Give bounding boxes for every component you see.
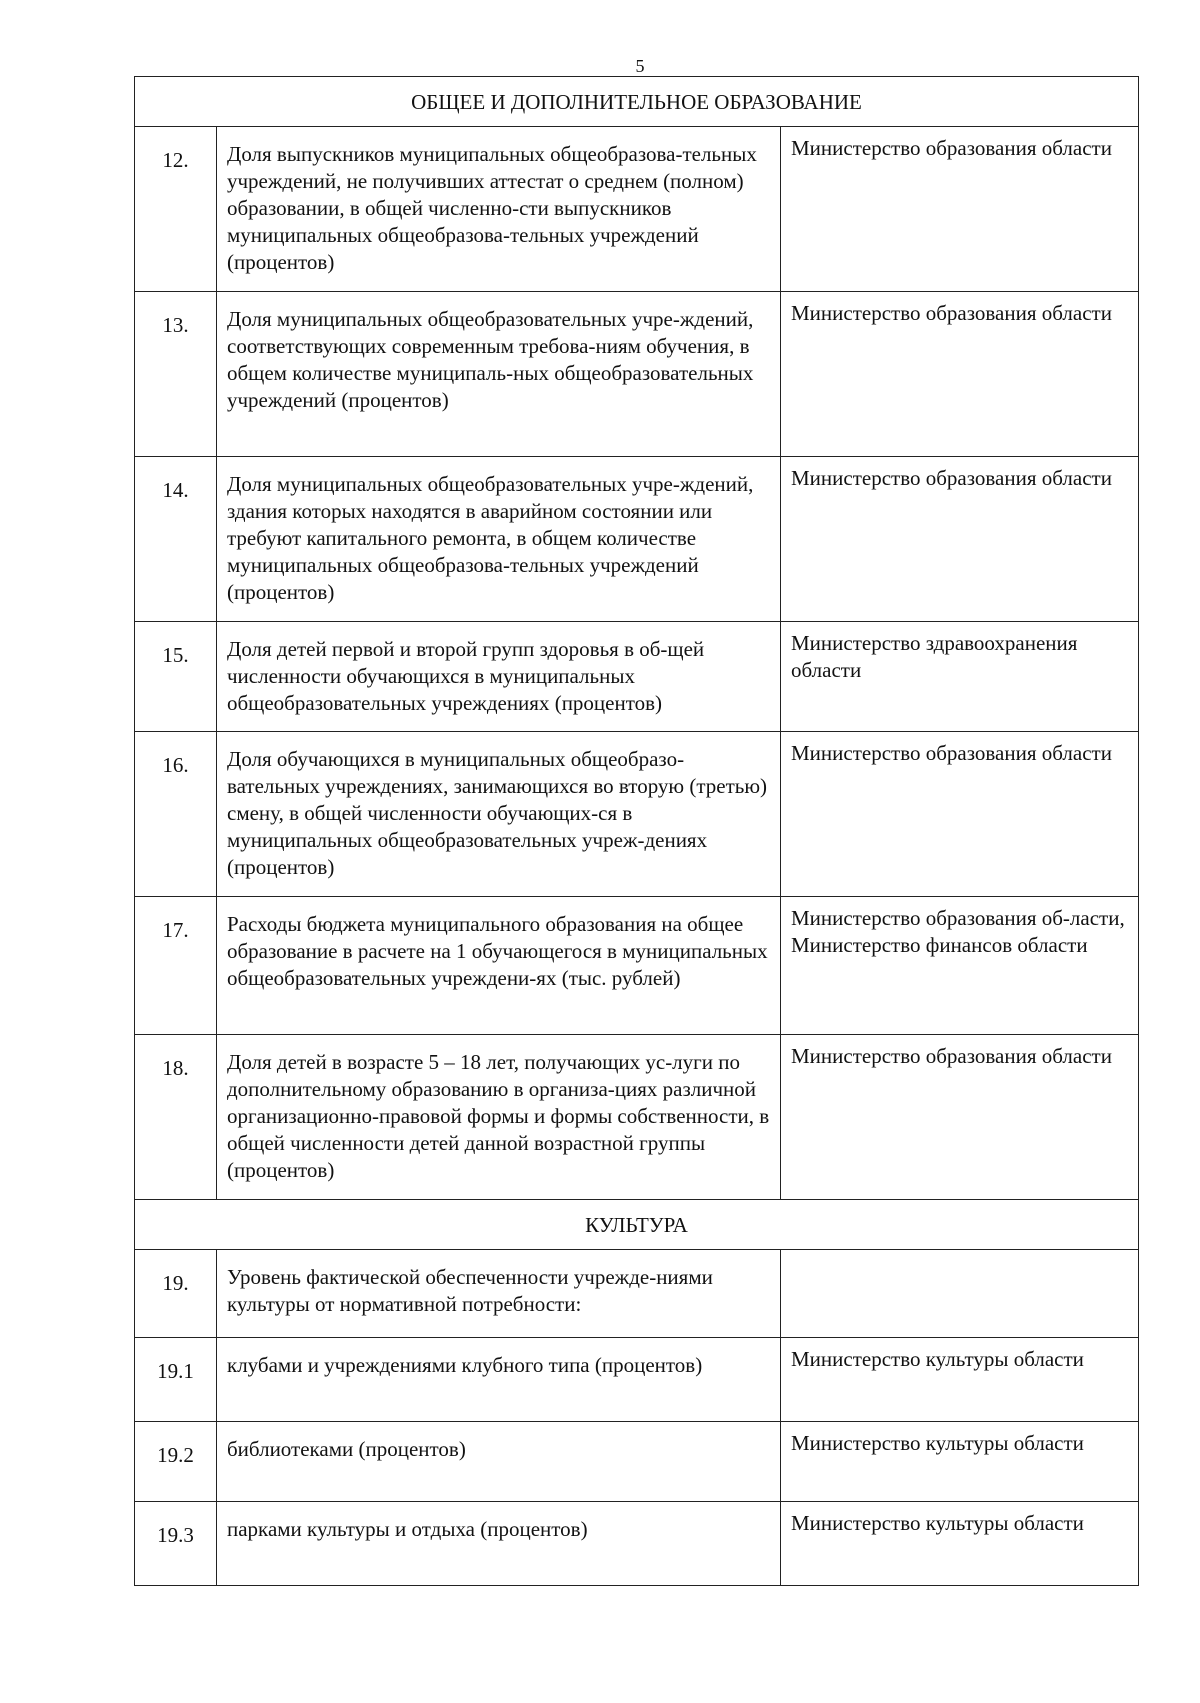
section-title-education: ОБЩЕЕ И ДОПОЛНИТЕЛЬНОЕ ОБРАЗОВАНИЕ [135, 77, 1139, 127]
row-description: Доля выпускников муниципальных общеобразова-тельных учреждений, не получивших аттестат о среднем (полном) образовании, в общей численно-сти выпускников муниципальных общеобразова-тельных учреждений (процентов) [217, 127, 781, 292]
row-responsible: Министерство образования области [781, 732, 1139, 897]
table-row [135, 1338, 1139, 1422]
row-number: 15. [135, 622, 217, 732]
row-responsible: Министерство здравоохранения области [781, 622, 1139, 732]
row-number: 19. [135, 1250, 217, 1338]
row-responsible [781, 1250, 1139, 1338]
row-description: Доля обучающихся в муниципальных общеобразо-вательных учреждениях, занимающихся во вторую (третью) смену, в общей численности обучающих-ся в муниципальных общеобразовательных учреж-дениях (процентов) [217, 732, 781, 897]
row-number: 17. [135, 897, 217, 1035]
table-row [135, 127, 1139, 292]
table-row [135, 1035, 1139, 1200]
row-number: 19.2 [135, 1422, 217, 1502]
row-description: Доля муниципальных общеобразовательных учре-ждений, соответствующих современным требова-ниям обучения, в общем количестве муниципаль-ных общеобразовательных учреждений (процентов) [217, 292, 781, 457]
section-header-row [135, 1200, 1139, 1250]
row-number: 19.1 [135, 1338, 217, 1422]
table-row [135, 897, 1139, 1035]
row-responsible: Министерство образования области [781, 127, 1139, 292]
row-number: 14. [135, 457, 217, 622]
row-responsible: Министерство образования области [781, 457, 1139, 622]
row-description: Доля детей в возрасте 5 – 18 лет, получающих ус-луги по дополнительному образованию в организа-циях различной организационно-правовой формы и формы собственности, в общей численности детей данной возрастной группы (процентов) [217, 1035, 781, 1200]
section-header-row [135, 77, 1139, 127]
table-row [135, 1422, 1139, 1502]
row-responsible: Министерство образования об-ласти, Министерство финансов области [781, 897, 1139, 1035]
row-responsible: Министерство культуры области [781, 1338, 1139, 1422]
row-description: парками культуры и отдыха (процентов) [217, 1502, 781, 1586]
row-description: Доля детей первой и второй групп здоровья в об-щей численности обучающихся в муниципальных общеобразовательных учреждениях (процентов) [217, 622, 781, 732]
row-description: Расходы бюджета муниципального образования на общее образование в расчете на 1 обучающегося в муниципальных общеобразовательных учреждени-ях (тыс. рублей) [217, 897, 781, 1035]
row-responsible: Министерство культуры области [781, 1502, 1139, 1586]
row-description: Доля муниципальных общеобразовательных учре-ждений, здания которых находятся в аварийном состоянии или требуют капитального ремонта, в общем количестве муниципальных общеобразова-тельных учреждений (процентов) [217, 457, 781, 622]
table-row [135, 732, 1139, 897]
row-number: 12. [135, 127, 217, 292]
row-number: 19.3 [135, 1502, 217, 1586]
row-description: библиотеками (процентов) [217, 1422, 781, 1502]
row-responsible: Министерство культуры области [781, 1422, 1139, 1502]
indicators-table [134, 76, 1139, 1586]
row-responsible: Министерство образования области [781, 292, 1139, 457]
row-number: 16. [135, 732, 217, 897]
page-number: 5 [635, 56, 645, 76]
table-row [135, 1250, 1139, 1338]
row-description: клубами и учреждениями клубного типа (процентов) [217, 1338, 781, 1422]
row-number: 13. [135, 292, 217, 457]
table-row [135, 622, 1139, 732]
section-title-culture: КУЛЬТУРА [135, 1200, 1139, 1250]
table-row [135, 457, 1139, 622]
row-responsible: Министерство образования области [781, 1035, 1139, 1200]
row-description: Уровень фактической обеспеченности учрежде-ниями культуры от нормативной потребности: [217, 1250, 781, 1338]
table-row [135, 1502, 1139, 1586]
table-row [135, 292, 1139, 457]
row-number: 18. [135, 1035, 217, 1200]
